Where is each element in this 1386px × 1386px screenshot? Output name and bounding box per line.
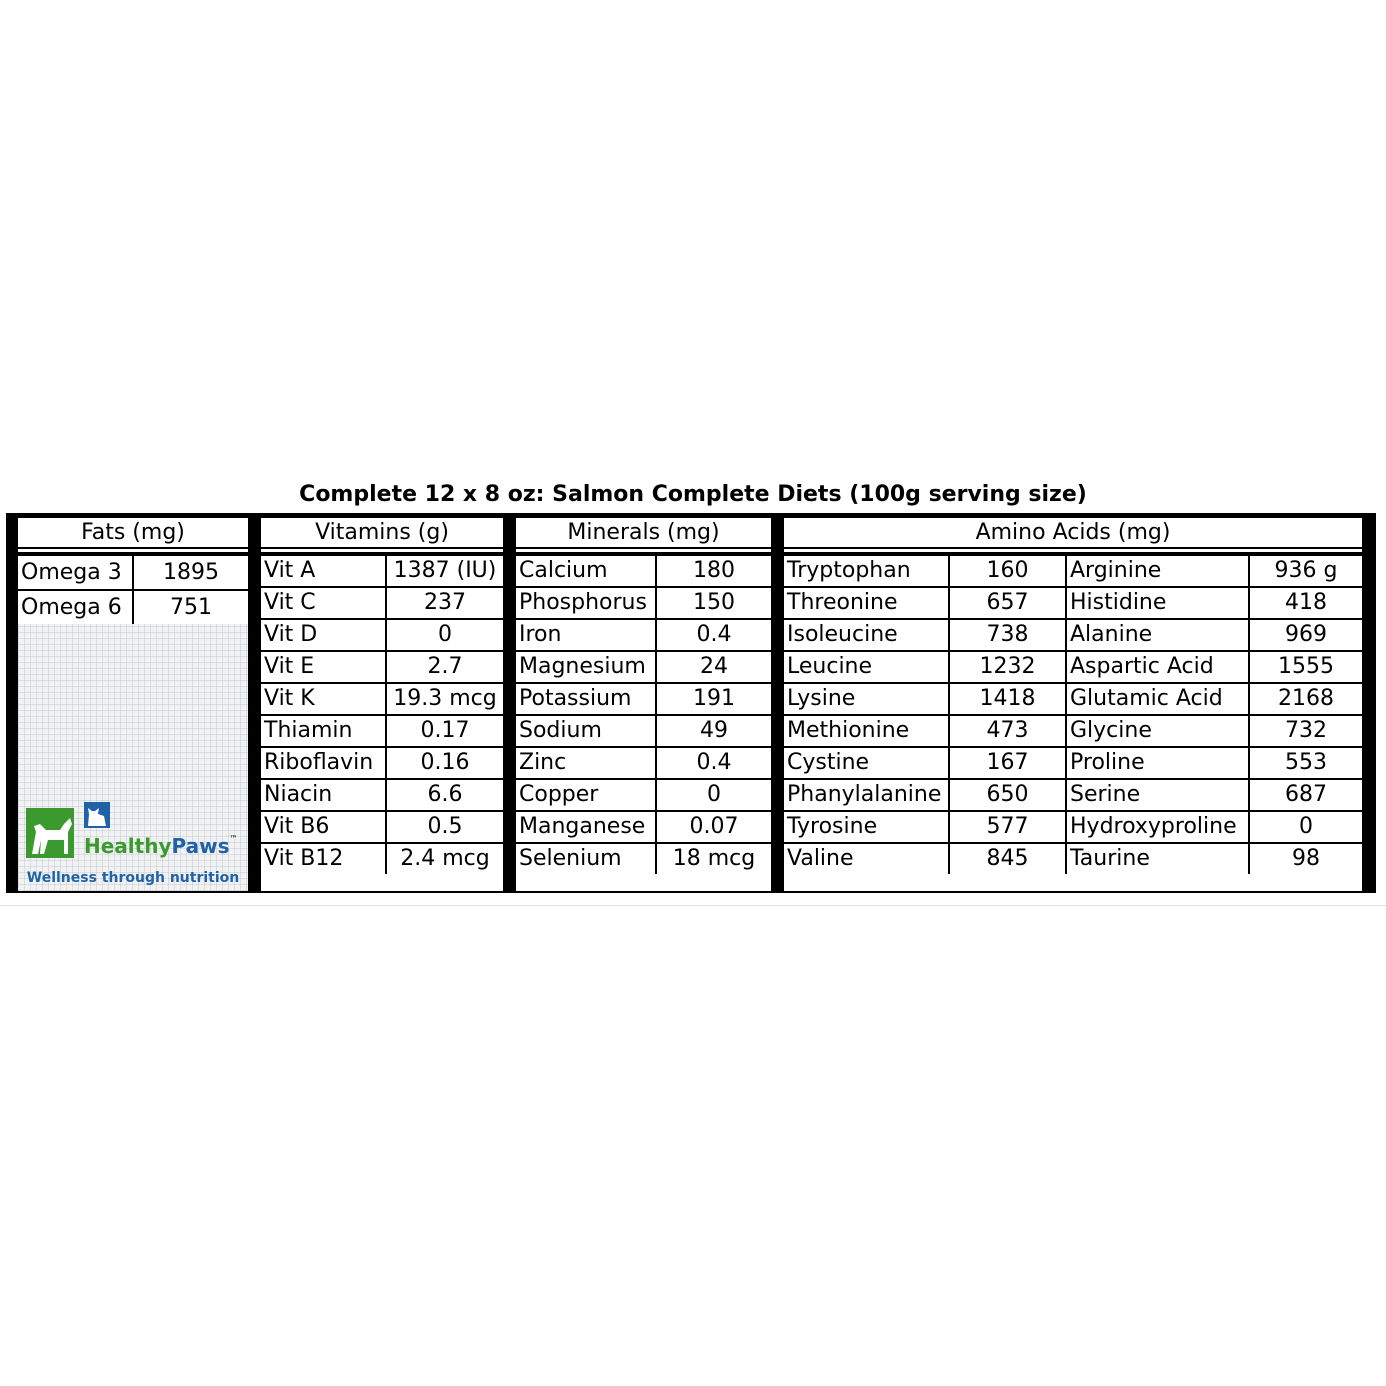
- nutrient-name: Vit K: [261, 683, 386, 715]
- vitamins-header: Vitamins (g): [315, 520, 449, 545]
- header-divider: [18, 547, 248, 554]
- table-row: [516, 779, 771, 811]
- fats-grid: [18, 554, 248, 624]
- page-divider: [0, 905, 1386, 906]
- nutrient-name: Vit A: [261, 555, 386, 587]
- nutrient-value: 6.6: [386, 779, 503, 811]
- table-row: [516, 683, 771, 715]
- table-row: [516, 811, 771, 843]
- nutrient-name: Histidine: [1066, 587, 1249, 619]
- nutrient-name: Niacin: [261, 779, 386, 811]
- table-row: [261, 619, 503, 651]
- nutrient-name: Vit C: [261, 587, 386, 619]
- nutrient-value: 0.4: [656, 747, 771, 779]
- nutrient-value: 0.16: [386, 747, 503, 779]
- nutrient-value: 49: [656, 715, 771, 747]
- nutrient-name: Tryptophan: [784, 555, 949, 587]
- nutrient-value: 473: [949, 715, 1066, 747]
- nutrient-value: 732: [1249, 715, 1362, 747]
- vitamins-panel: [261, 518, 503, 891]
- table-row: [516, 587, 771, 619]
- nutrient-value: 18 mcg: [656, 843, 771, 874]
- nutrient-name: Riboflavin: [261, 747, 386, 779]
- header-divider: [261, 547, 503, 554]
- nutrient-value: 1895: [133, 555, 248, 590]
- nutrient-name: Omega 6: [18, 590, 133, 624]
- nutrient-name: Isoleucine: [784, 619, 949, 651]
- nutrient-value: 0.5: [386, 811, 503, 843]
- nutrient-value: 1387 (IU): [386, 555, 503, 587]
- table-row: [261, 587, 503, 619]
- table-row: [18, 555, 248, 590]
- nutrient-name: Zinc: [516, 747, 656, 779]
- nutrient-value: 0: [386, 619, 503, 651]
- table-row: [516, 651, 771, 683]
- nutrient-name: Phanylalanine: [784, 779, 949, 811]
- nutrient-name: Selenium: [516, 843, 656, 874]
- nutrient-name: Iron: [516, 619, 656, 651]
- nutrient-value: 418: [1249, 587, 1362, 619]
- amino-acids-header: Amino Acids (mg): [975, 520, 1171, 545]
- table-row: [261, 651, 503, 683]
- nutrient-name: Vit D: [261, 619, 386, 651]
- table-row: [18, 590, 248, 624]
- nutrient-name: Cystine: [784, 747, 949, 779]
- amino-acids-grid: [784, 554, 1362, 874]
- nutrient-value: 657: [949, 587, 1066, 619]
- nutrient-value: 0.17: [386, 715, 503, 747]
- table-row: [516, 843, 771, 874]
- nutrient-name: Alanine: [1066, 619, 1249, 651]
- nutrient-name: Valine: [784, 843, 949, 874]
- nutrient-name: Methionine: [784, 715, 949, 747]
- amino-acids-panel: [784, 518, 1362, 891]
- table-row: [261, 555, 503, 587]
- nutrient-name: Vit B12: [261, 843, 386, 874]
- table-row: [261, 843, 503, 874]
- nutrient-name: Aspartic Acid: [1066, 651, 1249, 683]
- table-row: [784, 715, 1362, 747]
- nutrient-name: Leucine: [784, 651, 949, 683]
- nutrient-value: 2168: [1249, 683, 1362, 715]
- logo-area: [18, 624, 248, 891]
- minerals-grid: [516, 554, 771, 874]
- table-row: [784, 651, 1362, 683]
- nutrient-name: Thiamin: [261, 715, 386, 747]
- nutrient-value: 167: [949, 747, 1066, 779]
- nutrient-name: Omega 3: [18, 555, 133, 590]
- nutrient-name: Glutamic Acid: [1066, 683, 1249, 715]
- nutrient-name: Lysine: [784, 683, 949, 715]
- table-row: [261, 779, 503, 811]
- table-row: [784, 587, 1362, 619]
- fats-header: Fats (mg): [81, 520, 185, 545]
- nutrient-value: 553: [1249, 747, 1362, 779]
- table-row: [516, 715, 771, 747]
- table-row: [261, 715, 503, 747]
- minerals-header: Minerals (mg): [567, 520, 720, 545]
- nutrient-value: 0: [1249, 811, 1362, 843]
- nutrient-name: Arginine: [1066, 555, 1249, 587]
- logo-tagline: Wellness through nutrition: [26, 870, 240, 886]
- logo-trademark: ™: [229, 834, 238, 843]
- nutrient-name: Tyrosine: [784, 811, 949, 843]
- nutrient-value: 936 g: [1249, 555, 1362, 587]
- table-row: [516, 619, 771, 651]
- nutrient-value: 650: [949, 779, 1066, 811]
- table-row: [784, 843, 1362, 874]
- nutrient-value: 191: [656, 683, 771, 715]
- nutrient-value: 150: [656, 587, 771, 619]
- table-row: [261, 683, 503, 715]
- nutrient-value: 180: [656, 555, 771, 587]
- nutrient-name: Calcium: [516, 555, 656, 587]
- nutrient-value: 0: [656, 779, 771, 811]
- nutrient-name: Magnesium: [516, 651, 656, 683]
- vitamins-grid: [261, 554, 503, 874]
- nutrient-value: 0.07: [656, 811, 771, 843]
- table-row: [516, 555, 771, 587]
- cat-icon: [84, 802, 110, 828]
- dog-icon: [26, 808, 74, 858]
- nutrient-name: Manganese: [516, 811, 656, 843]
- nutrient-value: 237: [386, 587, 503, 619]
- nutrient-name: Threonine: [784, 587, 949, 619]
- nutrient-value: 1232: [949, 651, 1066, 683]
- table-title: Complete 12 x 8 oz: Salmon Complete Diets (100g serving size): [299, 482, 1087, 507]
- nutrient-value: 0.4: [656, 619, 771, 651]
- nutrient-value: 845: [949, 843, 1066, 874]
- table-row: [784, 779, 1362, 811]
- nutrient-value: 1555: [1249, 651, 1362, 683]
- nutrient-name: Phosphorus: [516, 587, 656, 619]
- nutrient-name: Vit B6: [261, 811, 386, 843]
- nutrient-name: Taurine: [1066, 843, 1249, 874]
- nutrient-name: Vit E: [261, 651, 386, 683]
- nutrient-name: Potassium: [516, 683, 656, 715]
- nutrient-value: 969: [1249, 619, 1362, 651]
- header-divider: [784, 547, 1362, 554]
- logo-brand-paws: Paws: [171, 834, 230, 858]
- table-row: [516, 747, 771, 779]
- table-row: [784, 811, 1362, 843]
- table-row: [261, 811, 503, 843]
- nutrient-value: 2.7: [386, 651, 503, 683]
- nutrient-value: 577: [949, 811, 1066, 843]
- nutrient-value: 2.4 mcg: [386, 843, 503, 874]
- nutrient-name: Glycine: [1066, 715, 1249, 747]
- nutrient-name: Hydroxyproline: [1066, 811, 1249, 843]
- nutrient-name: Serine: [1066, 779, 1249, 811]
- nutrient-value: 687: [1249, 779, 1362, 811]
- nutrient-value: 738: [949, 619, 1066, 651]
- logo-brand-healthy: Healthy: [84, 834, 172, 858]
- table-row: [784, 555, 1362, 587]
- nutrient-name: Sodium: [516, 715, 656, 747]
- header-divider: [516, 547, 771, 554]
- nutrient-name: Proline: [1066, 747, 1249, 779]
- nutrient-value: 98: [1249, 843, 1362, 874]
- nutrient-value: 24: [656, 651, 771, 683]
- table-row: [261, 747, 503, 779]
- table-row: [784, 683, 1362, 715]
- nutrient-value: 160: [949, 555, 1066, 587]
- nutrition-table: [6, 513, 1376, 893]
- logo-brand: [84, 834, 238, 858]
- nutrient-name: Copper: [516, 779, 656, 811]
- minerals-panel: [516, 518, 771, 891]
- fats-panel: [18, 518, 248, 891]
- nutrient-value: 19.3 mcg: [386, 683, 503, 715]
- nutrient-value: 1418: [949, 683, 1066, 715]
- table-row: [784, 747, 1362, 779]
- table-row: [784, 619, 1362, 651]
- nutrient-value: 751: [133, 590, 248, 624]
